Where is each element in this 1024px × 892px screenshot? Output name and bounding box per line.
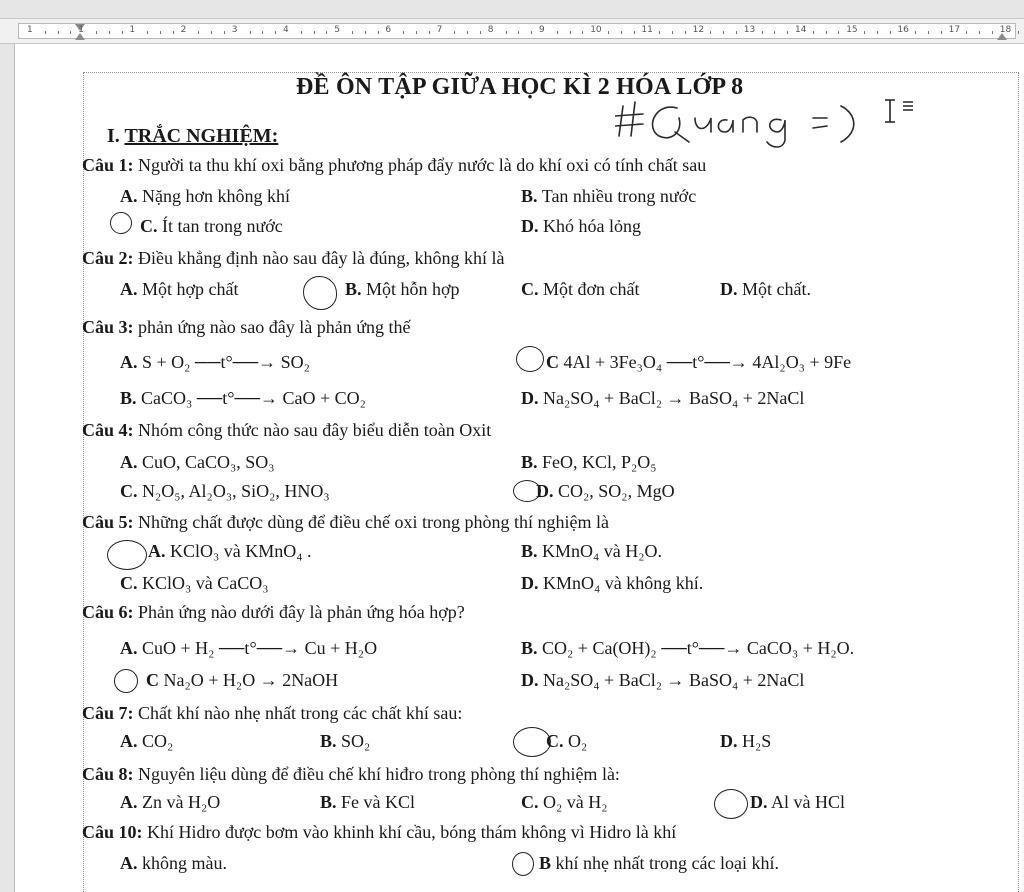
ruler-tick: [531, 31, 532, 34]
question-6: [82, 602, 465, 623]
section-number: I.: [107, 125, 120, 147]
option-key: C.: [120, 573, 138, 593]
ruler-tick: [1018, 31, 1019, 34]
question-text: Những chất được dùng để điều chế oxi trong phòng thí nghiệm là: [138, 512, 609, 532]
ruler-label: 9: [539, 25, 545, 35]
option-key: D.: [521, 216, 539, 236]
answer-option: [120, 638, 377, 659]
ruler-tick: [570, 31, 571, 34]
option-key: D.: [521, 388, 539, 408]
ruler-label: 4: [283, 25, 289, 35]
ruler-tick: [659, 31, 660, 34]
ruler-tick: [890, 31, 891, 34]
ruler-tick: [608, 31, 609, 34]
option-text: S + O₂ ──t°──→ SO₂: [142, 352, 310, 372]
ruler-tick: [429, 31, 430, 34]
question-9: [82, 822, 676, 843]
answer-option: [521, 573, 703, 594]
answer-option: [120, 186, 290, 207]
horizontal-ruler[interactable]: [0, 18, 1024, 44]
ruler-label: 10: [590, 25, 602, 35]
question-text: Người ta thu khí oxi bằng phương pháp đẩy nước là do khí oxi có tính chất sau: [138, 155, 707, 175]
ruler-label: 1: [129, 25, 136, 35]
question-text: Điều khẳng định nào sau đây là đúng, không khí là: [138, 248, 505, 268]
question-1: [82, 155, 706, 176]
question-text: Nguyên liệu dùng để điều chế khí hiđro trong phòng thí nghiệm là:: [138, 764, 620, 784]
option-text: KClO₃ và CaCO₃: [142, 573, 269, 593]
ruler-tick: [582, 31, 583, 34]
answer-option: [120, 452, 275, 473]
question-label: Câu 4:: [82, 420, 134, 440]
ruler-tick: [224, 31, 225, 34]
option-key: D.: [720, 731, 738, 751]
ruler-tick: [723, 31, 724, 34]
answer-option: [521, 388, 804, 409]
ruler-tick: [211, 31, 212, 34]
answer-option: [720, 731, 771, 752]
ruler-label: 1: [78, 25, 84, 35]
question-3: [82, 317, 410, 338]
option-key: C.: [546, 731, 564, 751]
question-text: Chất khí nào nhẹ nhất trong các chất khí sau:: [138, 703, 463, 723]
answer-circle-q10-b: [512, 852, 534, 876]
option-text: Al và HCl: [771, 792, 846, 812]
answer-option: [120, 731, 173, 752]
ruler-tick: [416, 31, 417, 34]
ruler-label: 2: [180, 25, 187, 35]
option-text: Fe và KCl: [341, 792, 416, 812]
ruler-tick: [378, 31, 379, 34]
ruler-tick: [480, 31, 481, 34]
option-key: A.: [120, 352, 138, 372]
option-text: Khó hóa lỏng: [543, 216, 641, 236]
option-key: D.: [750, 792, 768, 812]
answer-circle-q5-a: [107, 540, 147, 570]
option-text: Tan nhiều trong nước: [541, 186, 697, 206]
answer-option: [521, 670, 804, 691]
option-key: C.: [521, 792, 539, 812]
option-text: CuO, CaCO₃, SO₃: [142, 452, 275, 472]
ruler-tick: [736, 31, 737, 34]
ruler-tick: [710, 31, 711, 34]
option-text: khí nhẹ nhất trong các loại khí.: [555, 853, 779, 873]
answer-option: [521, 216, 641, 237]
question-label: Câu 6:: [82, 602, 134, 622]
answer-circle-q2-b: [303, 276, 337, 310]
answer-circle-q3-c: [516, 346, 544, 372]
option-key: C.: [120, 481, 138, 501]
ruler-tick: [787, 31, 788, 34]
ruler-tick: [275, 31, 276, 34]
answer-option: [120, 352, 310, 373]
ruler-tick: [173, 31, 174, 34]
option-text: KClO₃ và KMnO₄ .: [170, 541, 312, 561]
option-text: Na₂SO₄ + BaCl₂ → BaSO₄ + 2NaCl: [543, 670, 805, 690]
ruler-tick: [250, 31, 251, 34]
answer-option: [536, 481, 675, 502]
ruler-label: 3: [231, 25, 238, 35]
ruler-tick: [672, 31, 673, 34]
answer-option: [539, 853, 779, 874]
ruler-label: 7: [436, 25, 443, 35]
ruler-label: 16: [897, 25, 909, 35]
option-text: CO₂ + Ca(OH)₂ ──t°──→ CaCO₃ + H₂O.: [542, 638, 855, 658]
option-key: A.: [120, 731, 138, 751]
ruler-tick: [518, 31, 519, 34]
answer-option: [120, 573, 269, 594]
ruler-tick: [826, 31, 827, 34]
answer-option: [146, 670, 338, 691]
option-text: CO₂, SO₂, MgO: [558, 481, 675, 501]
option-key: B.: [521, 638, 538, 658]
option-text: Một hợp chất: [142, 279, 239, 299]
option-key: A.: [120, 279, 138, 299]
ruler-tick: [352, 31, 353, 34]
section-title: TRẮC NGHIỆM:: [124, 125, 279, 147]
question-5: [82, 512, 609, 533]
option-text: CO₂: [142, 731, 174, 751]
ruler-label: 17: [948, 25, 961, 35]
option-text: O₂ và H₂: [543, 792, 608, 812]
ruler-label: 1: [27, 25, 33, 35]
option-key: B.: [320, 792, 337, 812]
ruler-tick: [365, 31, 366, 34]
option-key: B.: [320, 731, 337, 751]
question-text: Khí Hidro được bơm vào khinh khí cầu, bóng thám không vì Hidro là khí: [147, 822, 677, 842]
option-key: A.: [148, 541, 166, 561]
ruler-tick: [262, 31, 263, 34]
option-text: Nặng hơn không khí: [142, 186, 291, 206]
option-text: Một đơn chất: [543, 279, 640, 299]
ruler-tick: [621, 31, 622, 34]
option-text: KMnO₄ và H₂O.: [542, 541, 663, 561]
ruler-tick: [301, 31, 302, 34]
ruler-scale: [18, 23, 1016, 39]
ruler-tick: [454, 31, 455, 34]
option-key: C.: [140, 216, 158, 236]
section-heading: [107, 125, 278, 148]
answer-option: [521, 186, 696, 207]
ruler-label: 5: [334, 25, 340, 35]
option-text: không màu.: [142, 853, 227, 873]
ruler-label: 13: [743, 25, 756, 35]
answer-option: [521, 279, 640, 300]
answer-option: [521, 792, 608, 813]
option-key: A.: [120, 452, 138, 472]
question-8: [82, 764, 620, 785]
ruler-tick: [45, 31, 46, 34]
ruler-tick: [506, 31, 507, 34]
question-label: Câu 8:: [82, 764, 134, 784]
ruler-label: 8: [487, 25, 494, 35]
question-label: Câu 1:: [82, 155, 134, 175]
ruler-label: 12: [692, 25, 705, 35]
option-text: CuO + H₂ ──t°──→ Cu + H₂O: [142, 638, 378, 658]
option-key: D.: [720, 279, 738, 299]
option-key: B.: [521, 452, 538, 472]
option-text: FeO, KCl, P₂O₅: [542, 452, 657, 472]
ruler-tick: [864, 31, 865, 34]
answer-option: [750, 792, 845, 813]
ruler-tick: [109, 31, 110, 34]
ruler-tick: [941, 31, 942, 34]
ruler-label: 18: [999, 25, 1012, 35]
ruler-tick: [992, 31, 993, 34]
ruler-tick: [403, 31, 404, 34]
question-text: Nhóm công thức nào sau đây biểu diễn toàn Oxit: [138, 420, 492, 440]
ruler-label: 14: [795, 25, 807, 35]
ruler-tick: [928, 31, 929, 34]
ruler-tick: [634, 31, 635, 34]
ruler-tick: [877, 31, 878, 34]
option-key: D.: [521, 670, 539, 690]
ruler-tick: [838, 31, 839, 34]
answer-circle-q7-c: [513, 727, 551, 757]
option-text: Na₂O + H₂O → 2NaOH: [163, 670, 339, 690]
option-text: Một chất.: [742, 279, 811, 299]
option-key: C: [546, 352, 559, 372]
answer-option: [120, 279, 239, 300]
option-key: C.: [521, 279, 539, 299]
question-label: Câu 5:: [82, 512, 134, 532]
question-4: [82, 420, 491, 441]
ruler-tick: [70, 31, 71, 34]
option-text: SO₂: [341, 731, 371, 751]
question-2: [82, 248, 504, 269]
ruler-label: 11: [641, 25, 653, 35]
option-key: A.: [120, 186, 138, 206]
option-key: D.: [536, 481, 554, 501]
ruler-tick: [467, 31, 468, 34]
answer-option: [521, 452, 657, 473]
answer-circle-q6-c: [114, 669, 138, 693]
option-key: C: [146, 670, 159, 690]
answer-circle-q8-d: [714, 789, 748, 819]
answer-circle-q4-d: [513, 480, 541, 502]
answer-option: [320, 792, 415, 813]
option-key: A.: [120, 638, 138, 658]
ruler-tick: [160, 31, 161, 34]
text-cursor-icon: [883, 98, 919, 124]
question-7: [82, 703, 462, 724]
ruler-tick: [979, 31, 980, 34]
ruler-tick: [326, 31, 327, 34]
ruler-tick: [557, 31, 558, 34]
handwritten-signature: [615, 92, 915, 152]
answer-option: [120, 388, 366, 409]
answer-option: [120, 481, 330, 502]
ruler-tick: [96, 31, 97, 34]
ruler-tick: [122, 31, 123, 34]
ruler-tick: [966, 31, 967, 34]
question-label: Câu 10:: [82, 822, 143, 842]
ruler-label: 6: [385, 25, 392, 35]
answer-option: [120, 853, 227, 874]
answer-option: [140, 216, 283, 237]
answer-option: [546, 352, 851, 373]
option-text: H₂S: [742, 731, 772, 751]
question-label: Câu 7:: [82, 703, 134, 723]
answer-option: [521, 541, 662, 562]
ruler-tick: [58, 31, 59, 34]
option-text: Một hỗn hợp: [366, 279, 460, 299]
question-text: phản ứng nào sao đây là phản ứng thế: [138, 317, 411, 337]
ruler-tick: [147, 31, 148, 34]
option-key: B: [539, 853, 552, 873]
answer-option: [521, 638, 854, 659]
answer-option: [320, 731, 370, 752]
answer-circle-q1-c: [110, 212, 132, 234]
answer-option: [120, 792, 220, 813]
question-label: Câu 2:: [82, 248, 134, 268]
document-title: ĐỀ ÔN TẬP GIỮA HỌC KÌ 2 HÓA LỚP 8: [296, 74, 744, 100]
ruler-tick: [915, 31, 916, 34]
question-label: Câu 3:: [82, 317, 134, 337]
option-key: B.: [521, 541, 538, 561]
answer-option: [546, 731, 587, 752]
option-key: B.: [345, 279, 362, 299]
option-text: 4Al + 3Fe₃O₄ ──t°──→ 4Al₂O₃ + 9Fe: [563, 352, 852, 372]
option-text: CaCO₃ ──t°──→ CaO + CO₂: [141, 388, 366, 408]
answer-option: [148, 541, 312, 562]
option-text: Ít tan trong nước: [162, 216, 283, 236]
option-text: O₂: [568, 731, 588, 751]
option-text: KMnO₄ và không khí.: [543, 573, 704, 593]
answer-option: [345, 279, 460, 300]
ruler-label: 15: [846, 25, 858, 35]
option-key: A.: [120, 792, 138, 812]
option-key: B.: [120, 388, 137, 408]
ruler-tick: [813, 31, 814, 34]
option-text: Na₂SO₄ + BaCl₂ → BaSO₄ + 2NaCl: [543, 388, 805, 408]
option-key: D.: [521, 573, 539, 593]
ruler-tick: [685, 31, 686, 34]
ruler-tick: [774, 31, 775, 34]
option-key: A.: [120, 853, 138, 873]
option-key: B.: [521, 186, 538, 206]
ruler-tick: [314, 31, 315, 34]
answer-option: [720, 279, 811, 300]
question-text: Phản ứng nào dưới đây là phản ứng hóa hợp?: [138, 602, 465, 622]
ruler-tick: [762, 31, 763, 34]
option-text: N₂O₅, Al₂O₃, SiO₂, HNO₃: [142, 481, 330, 501]
option-text: Zn và H₂O: [142, 792, 221, 812]
ruler-tick: [198, 31, 199, 34]
